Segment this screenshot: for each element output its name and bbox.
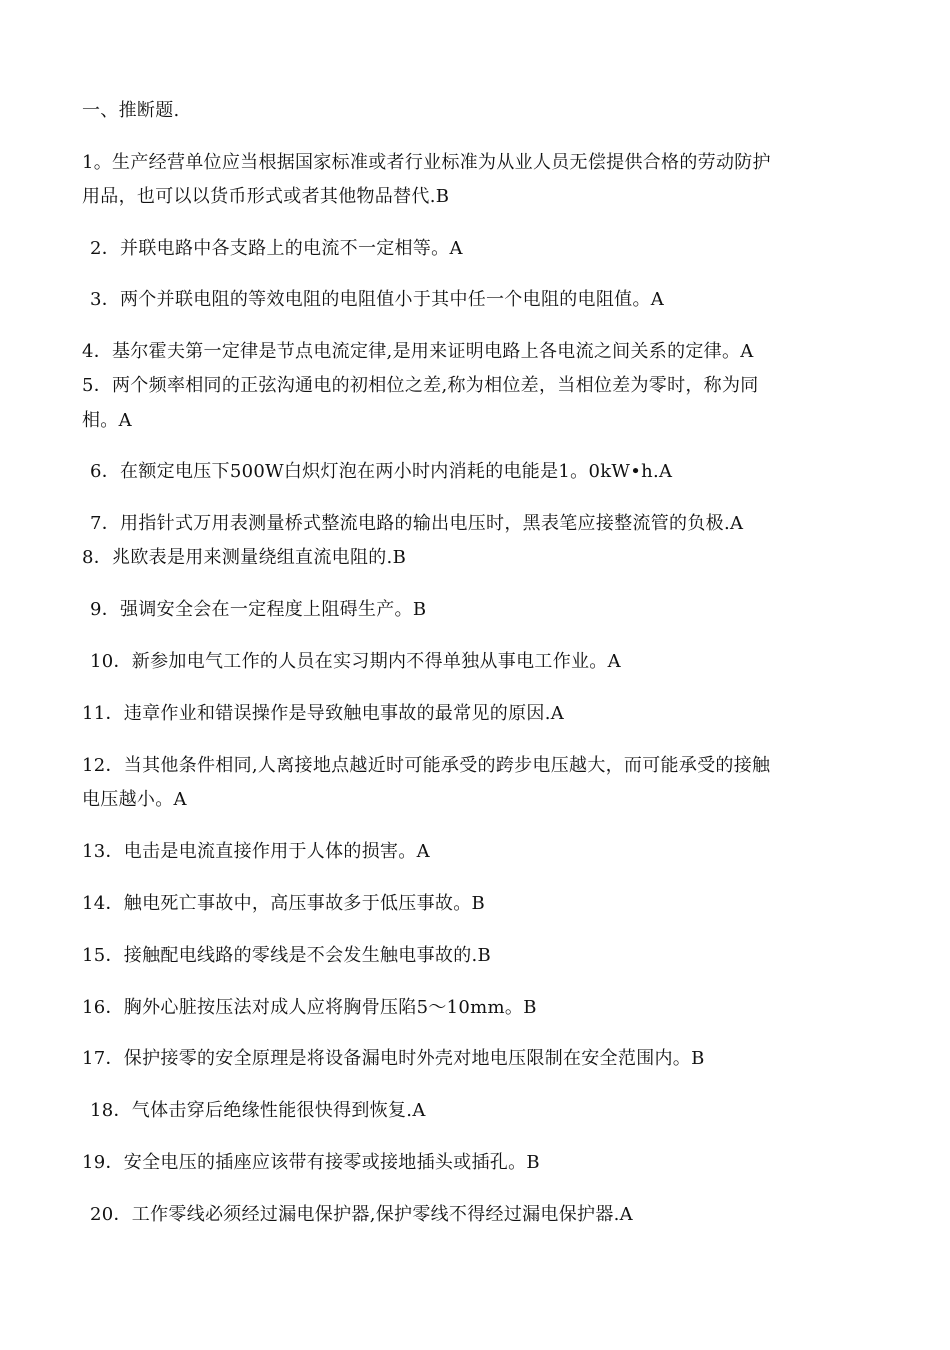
question-2: 2．并联电路中各支路上的电流不一定相等。A bbox=[90, 238, 463, 259]
question-6: 6．在额定电压下500W白炽灯泡在两小时内消耗的电能是1。0kW•h.A bbox=[90, 461, 673, 482]
question-18: 18．气体击穿后绝缘性能很快得到恢复.A bbox=[90, 1100, 426, 1121]
question-17: 17．保护接零的安全原理是将设备漏电时外壳对地电压限制在安全范围内。B bbox=[82, 1048, 705, 1069]
question-text: 1。生产经营单位应当根据国家标准或者行业标准为从业人员无偿提供合格的劳动防护 bbox=[82, 152, 771, 173]
question-text: 12．当其他条件相同,人离接地点越近时可能承受的跨步电压越大，而可能承受的接触 bbox=[82, 755, 771, 776]
question-9: 9．强调安全会在一定程度上阻碍生产。B bbox=[90, 599, 427, 620]
question-19: 19．安全电压的插座应该带有接零或接地插头或插孔。B bbox=[82, 1152, 540, 1173]
section-title: 一、推断题. bbox=[82, 100, 180, 121]
question-16: 16．胸外心脏按压法对成人应将胸骨压陷5～10mm。B bbox=[82, 997, 537, 1018]
question-7: 7．用指针式万用表测量桥式整流电路的输出电压时，黑表笔应接整流管的负极.A bbox=[90, 513, 744, 534]
question-text: 电压越小。A bbox=[82, 789, 187, 810]
question-8: 8．兆欧表是用来测量绕组直流电阻的.B bbox=[82, 547, 407, 568]
question-text: 相。A bbox=[82, 410, 132, 431]
question-20: 20．工作零线必须经过漏电保护器,保护零线不得经过漏电保护器.A bbox=[90, 1204, 633, 1225]
question-text: 5．两个频率相同的正弦沟通电的初相位之差,称为相位差，当相位差为零时，称为同 bbox=[82, 375, 759, 396]
question-14: 14．触电死亡事故中，高压事故多于低压事故。B bbox=[82, 893, 486, 914]
question-13: 13．电击是电流直接作用于人体的损害。A bbox=[82, 841, 430, 862]
question-4: 4．基尔霍夫第一定律是节点电流定律,是用来证明电路上各电流之间关系的定律。A bbox=[82, 341, 754, 362]
question-3: 3．两个并联电阻的等效电阻的电阻值小于其中任一个电阻的电阻值。A bbox=[90, 289, 665, 310]
question-15: 15．接触配电线路的零线是不会发生触电事故的.B bbox=[82, 945, 492, 966]
question-10: 10．新参加电气工作的人员在实习期内不得单独从事电工作业。A bbox=[90, 651, 621, 672]
question-text: 用品，也可以以货币形式或者其他物品替代.B bbox=[82, 186, 450, 207]
question-11: 11．违章作业和错误操作是导致触电事故的最常见的原因.A bbox=[82, 703, 565, 724]
